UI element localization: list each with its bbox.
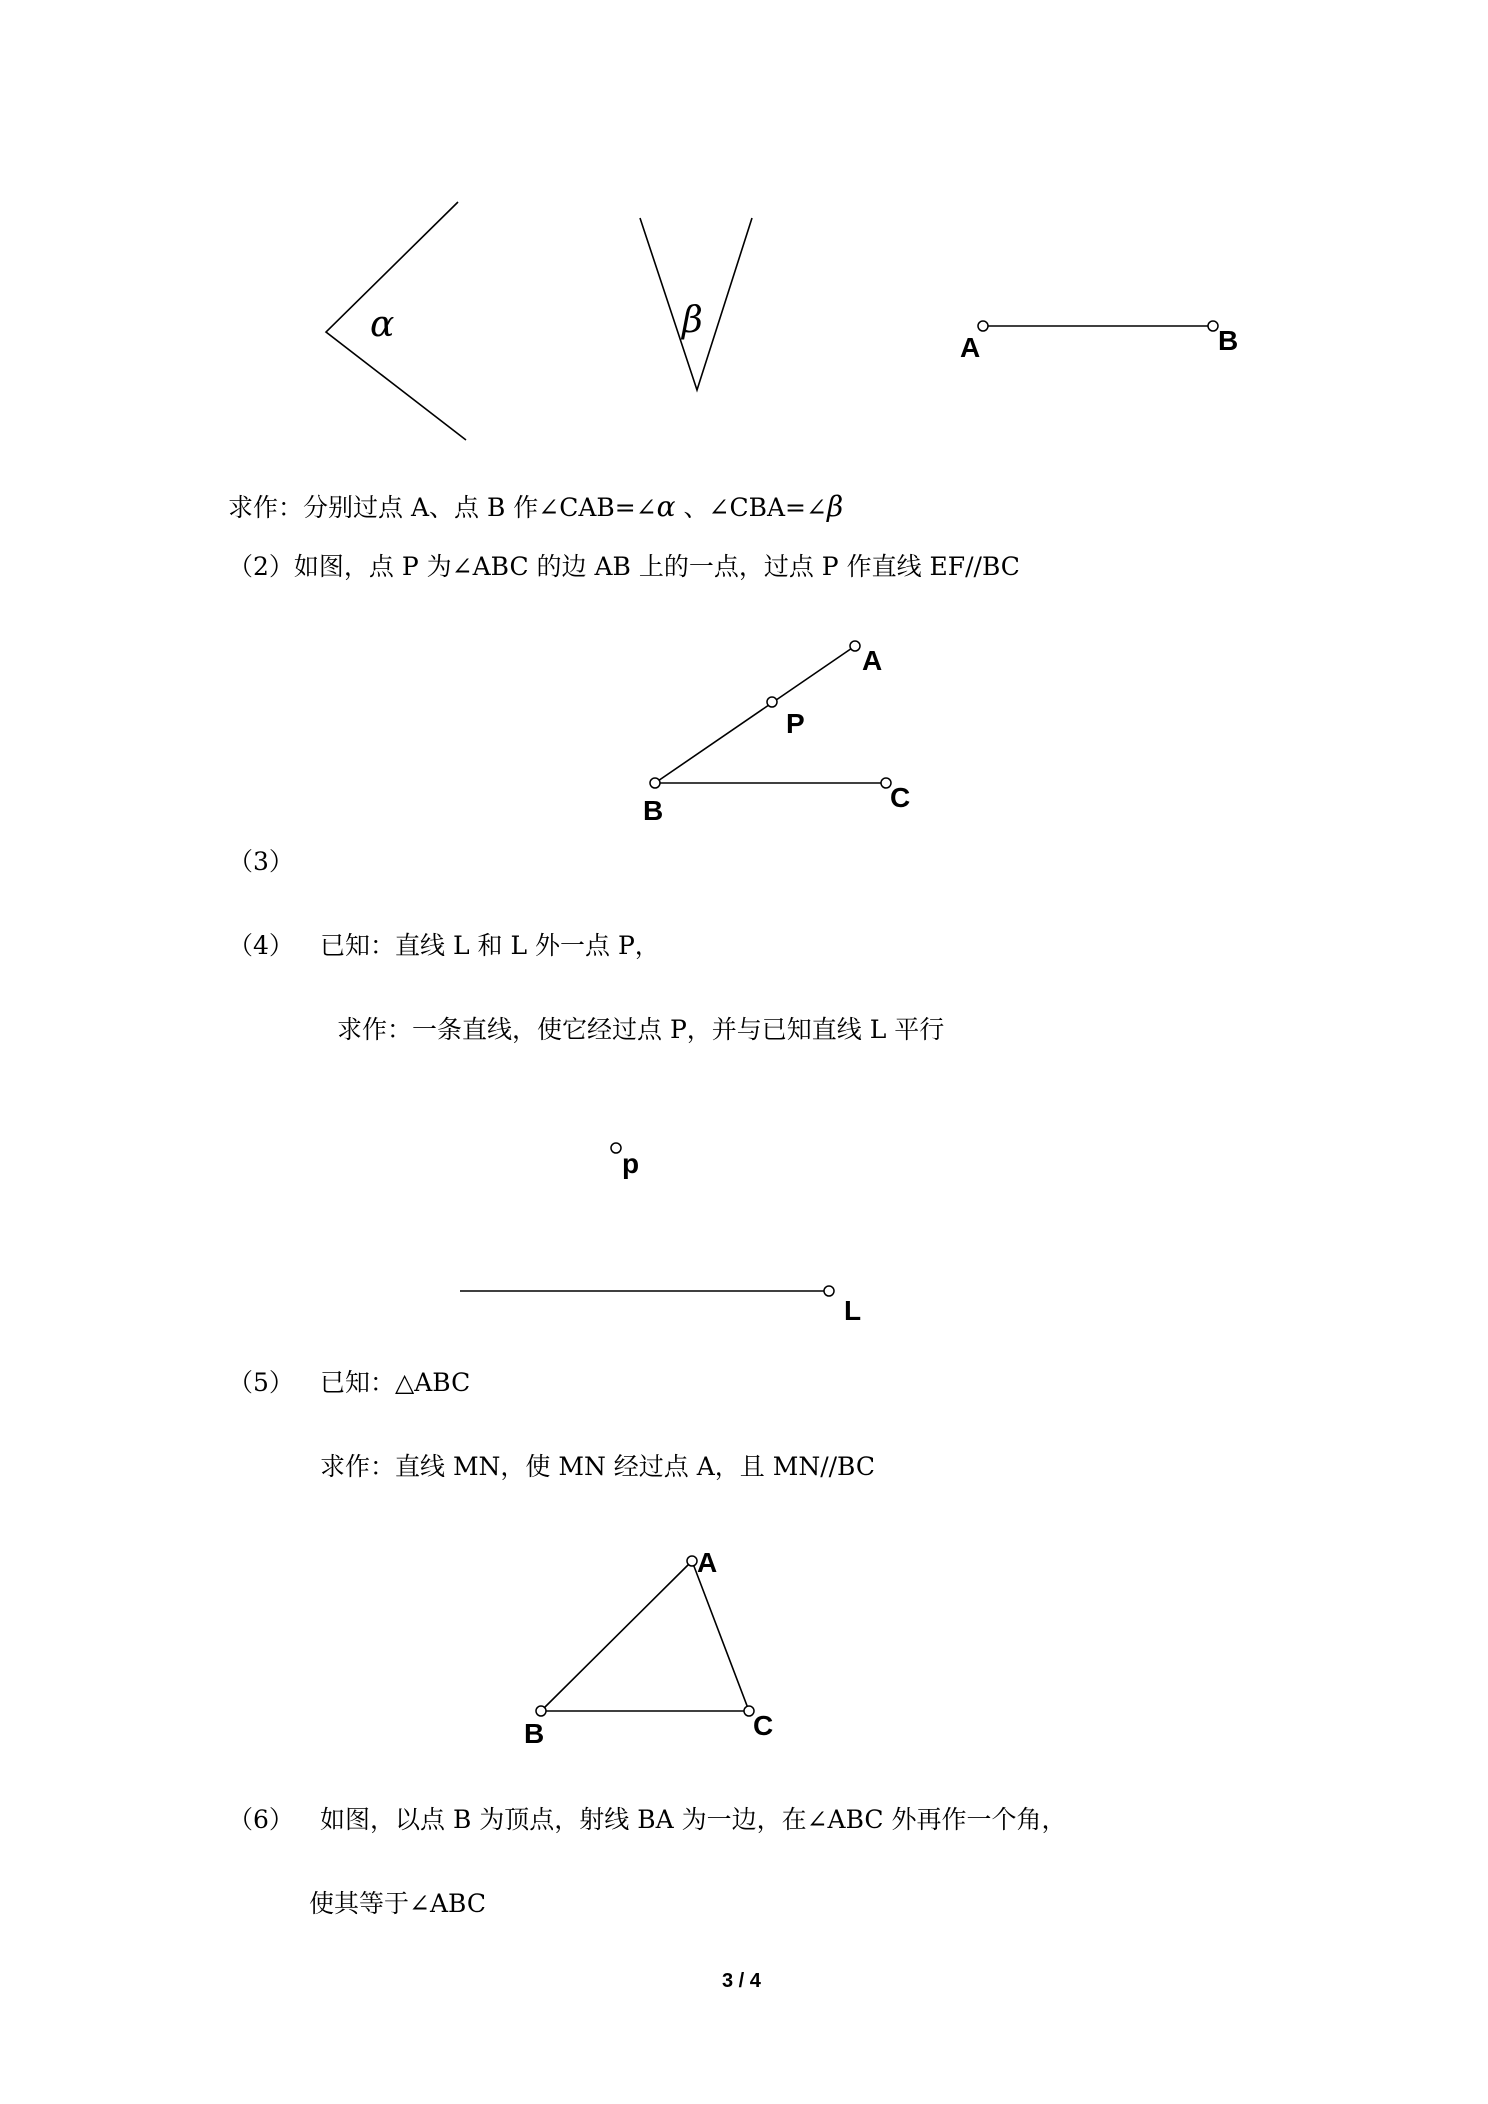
label-b: B	[1218, 325, 1239, 356]
q1-prefix: 求作：分别过点 A、点 B 作∠CAB=∠	[228, 493, 657, 522]
q4-task: 求作：一条直线，使它经过点 P，并与已知直线 L 平行	[337, 1015, 945, 1044]
label-a: A	[960, 332, 981, 363]
q4-number: （4）	[228, 931, 294, 960]
label-b: B	[643, 795, 664, 826]
q3-text: （3）	[228, 847, 294, 876]
q6-number: （6）	[228, 1805, 294, 1834]
label-c: C	[753, 1710, 774, 1741]
label-a: A	[862, 645, 883, 676]
page-number: 3 / 4	[722, 1970, 761, 1992]
q5-task: 求作：直线 MN，使 MN 经过点 A，且 MN//BC	[320, 1452, 876, 1481]
q1-beta: β	[826, 490, 844, 523]
alpha-label: α	[370, 304, 395, 345]
angle-alpha-figure	[326, 202, 466, 440]
point-p	[611, 1143, 621, 1153]
q1-task-line	[228, 490, 844, 523]
angle-beta-figure	[640, 218, 752, 390]
label-p: P	[786, 708, 805, 739]
label-b: B	[524, 1718, 545, 1749]
q1-mid: 、∠CBA=∠	[675, 493, 827, 522]
point-a	[850, 641, 860, 651]
beta-label: β	[682, 300, 703, 341]
label-p: p	[622, 1148, 640, 1179]
q5-number: （5）	[228, 1368, 294, 1397]
q6-line-2: 使其等于∠ABC	[309, 1889, 486, 1918]
q6-line-1: 如图，以点 B 为顶点，射线 BA 为一边，在∠ABC 外再作一个角，	[320, 1805, 1067, 1834]
point-p	[767, 697, 777, 707]
figure-4-point-and-line	[460, 1143, 861, 1326]
point-a	[978, 321, 988, 331]
figure-2-angle-abc	[643, 641, 910, 826]
q1-alpha: α	[656, 490, 676, 523]
point-b	[650, 778, 660, 788]
label-a: A	[697, 1547, 718, 1578]
figure-5-triangle-abc	[524, 1547, 773, 1749]
label-c: C	[890, 782, 911, 813]
point-a	[687, 1556, 697, 1566]
segment-ab-figure	[960, 321, 1238, 363]
point-b	[1208, 321, 1218, 331]
point-b	[536, 1706, 546, 1716]
label-l: L	[844, 1295, 862, 1326]
q5-given: 已知：△ABC	[320, 1368, 471, 1397]
q4-given: 已知：直线 L 和 L 外一点 P，	[320, 931, 660, 960]
q2-text: （2）如图，点 P 为∠ABC 的边 AB 上的一点，过点 P 作直线 EF//BC	[228, 552, 1020, 581]
point-l	[824, 1286, 834, 1296]
